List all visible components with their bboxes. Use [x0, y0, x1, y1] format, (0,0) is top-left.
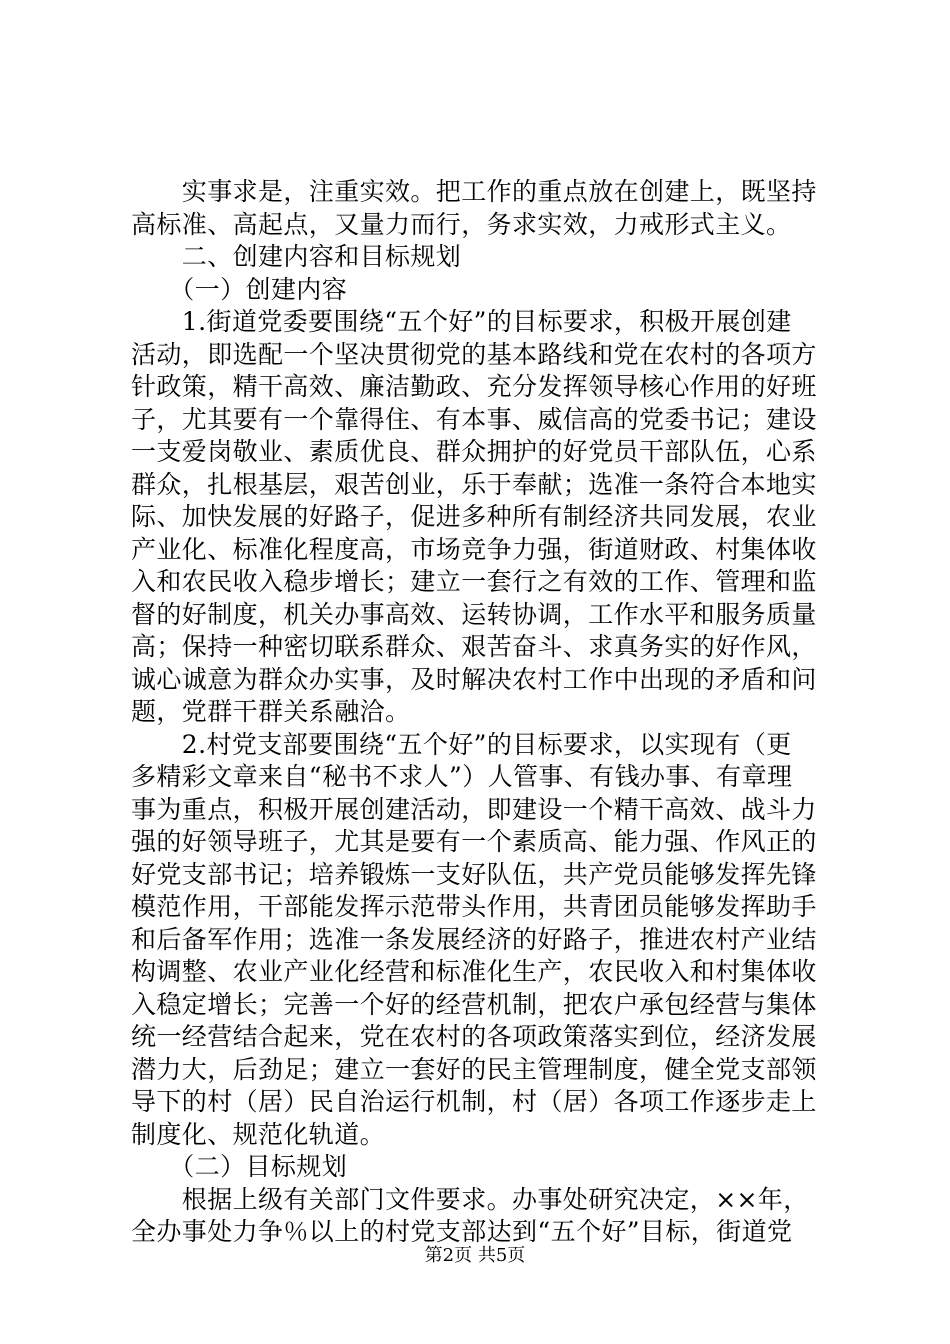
- text-line: 群众，扎根基层，艰苦创业，乐于奉献；选准一条符合本地实: [131, 469, 817, 499]
- document-body: [131, 176, 831, 1249]
- text-line: 多精彩文章来自“秘书不求人”）人管事、有钱办事、有章理: [131, 762, 793, 791]
- section-heading: 二、创建内容和目标规划: [131, 242, 462, 271]
- text-line: 高标准、高起点，又量力而行，务求实效，力戒形式主义。: [131, 209, 792, 239]
- text-line: 统一经营结合起来，党在农村的各项政策落实到位，经济发展: [131, 1022, 817, 1051]
- subsection-heading: （一）创建内容: [131, 274, 348, 304]
- text-line: 导下的村（居）民自治运行机制，村（居）各项工作逐步走上: [131, 1087, 817, 1116]
- text-line: 题，党群干群关系融洽。: [131, 697, 411, 726]
- text-line: 全办事处力争％以上的村党支部达到“五个好”目标，街道党: [131, 1217, 793, 1246]
- text-line: 1.街道党委要围绕“五个好”的目标要求，积极开展创建: [131, 307, 792, 336]
- text-line: 好党支部书记；培养锻炼一支好队伍，共产党员能够发挥先锋: [131, 859, 817, 889]
- text-line: 事为重点，积极开展创建活动，即建设一个精干高效、战斗力: [131, 794, 817, 824]
- text-line: 际、加快发展的好路子，促进多种所有制经济共同发展，农业: [131, 502, 817, 531]
- text-line: 实事求是，注重实效。把工作的重点放在创建上，既坚持: [131, 177, 817, 206]
- text-line: 和后备军作用；选准一条发展经济的好路子，推进农村产业结: [131, 924, 817, 954]
- text-line: 督的好制度，机关办事高效、运转协调，工作水平和服务质量: [131, 599, 817, 629]
- subsection-heading: （二）目标规划: [131, 1152, 348, 1181]
- text-line: 潜力大，后劲足；建立一套好的民主管理制度，健全党支部领: [131, 1054, 817, 1084]
- text-line: 一支爱岗敬业、素质优良、群众拥护的好党员干部队伍，心系: [131, 437, 817, 466]
- text-line: 入稳定增长；完善一个好的经营机制，把农户承包经营与集体: [131, 989, 817, 1019]
- text-line: 2.村党支部要围绕“五个好”的目标要求，以实现有（更: [131, 729, 792, 759]
- text-line: 高；保持一种密切联系群众、艰苦奋斗、求真务实的好作风，: [131, 632, 817, 661]
- page-footer: 第2页 共5页: [424, 1245, 526, 1266]
- text-line: 诚心诚意为群众办实事，及时解决农村工作中出现的矛盾和问: [131, 664, 817, 694]
- text-line: 活动，即选配一个坚决贯彻党的基本路线和党在农村的各项方: [131, 339, 817, 369]
- text-line: 强的好领导班子，尤其是要有一个素质高、能力强、作风正的: [131, 827, 817, 856]
- text-line: 构调整、农业产业化经营和标准化生产，农民收入和村集体收: [131, 957, 817, 986]
- text-line: 制度化、规范化轨道。: [131, 1119, 386, 1149]
- text-line: 针政策，精干高效、廉洁勤政、充分发挥领导核心作用的好班: [131, 372, 817, 401]
- text-line: 根据上级有关部门文件要求。办事处研究决定，××年，: [131, 1184, 809, 1214]
- text-line: 产业化、标准化程度高，市场竞争力强，街道财政、村集体收: [131, 534, 817, 564]
- text-line: 子，尤其要有一个靠得住、有本事、威信高的党委书记；建设: [131, 404, 817, 434]
- text-line: 入和农民收入稳步增长；建立一套行之有效的工作、管理和监: [131, 567, 817, 596]
- text-line: 模范作用，干部能发挥示范带头作用，共青团员能够发挥助手: [131, 892, 817, 921]
